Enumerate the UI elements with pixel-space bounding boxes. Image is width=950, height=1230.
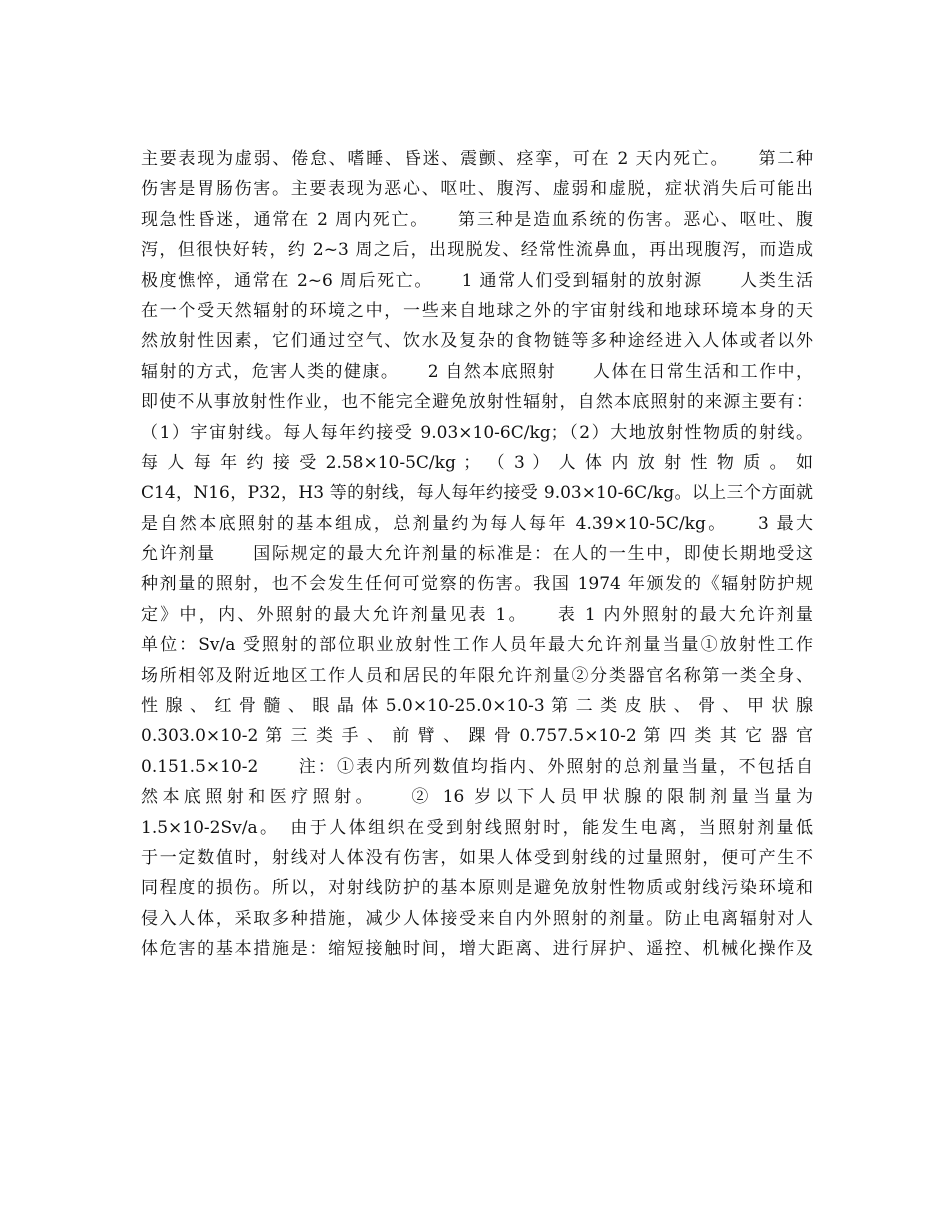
text-line: 现急性昏迷，通常在 2 周内死亡。 第三种是造血系统的伤害。恶心、呕吐、腹 bbox=[141, 209, 813, 230]
text-line: 即使不从事放射性作业，也不能完全避免放射性辐射，自然本底照射的来源主要有： bbox=[141, 392, 813, 413]
text-line: 是自然本底照射的基本组成，总剂量约为每人每年 4.39×10-5C/kg。 3 最大 bbox=[141, 513, 813, 534]
text-line: 0.151.5×10-2 注：①表内所列数值均指内、外照射的总剂量当量，不包括自 bbox=[141, 756, 813, 777]
text-line: 极度憔悴，通常在 2~6 周后死亡。 1 通常人们受到辐射的放射源 人类生活 bbox=[141, 270, 813, 291]
text-line: 定》中，内、外照射的最大允许剂量见表 1。 表 1 内外照射的最大允许剂量 bbox=[141, 604, 813, 625]
text-line: 场所相邻及附近地区工作人员和居民的年限允许剂量②分类器官名称第一类全身、 bbox=[141, 665, 813, 686]
text-line: 允许剂量 国际规定的最大允许剂量的标准是：在人的一生中，即使长期地受这 bbox=[141, 544, 813, 565]
text-line: 1.5×10-2Sv/a。 由于人体组织在受到射线照射时，能发生电离，当照射剂量低 bbox=[141, 817, 813, 838]
text-line: 辐射的方式，危害人类的健康。 2 自然本底照射 人体在日常生活和工作中， bbox=[141, 361, 813, 382]
text-line: 伤害是胃肠伤害。主要表现为恶心、呕吐、腹泻、虚弱和虚脱，症状消失后可能出 bbox=[141, 179, 813, 200]
text-line: C14，N16，P32，H3 等的射线，每人每年约接受 9.03×10-6C/kg。以上三个方面就 bbox=[141, 483, 813, 504]
text-line: （1）宇宙射线。每人每年约接受 9.03×10-6C/kg；（2）大地放射性物质的射线。 bbox=[141, 422, 813, 443]
text-line: 每 人 每 年 约 接 受 2.58×10-5C/kg ； （ 3 ） 人 体 内 放 射 性 物 质 。 如 bbox=[141, 452, 813, 473]
text-line: 同程度的损伤。所以，对射线防护的基本原则是避免放射性物质或射线污染环境和 bbox=[141, 878, 813, 899]
text-line: 然本底照射和医疗照射。 ② 16 岁以下人员甲状腺的限制剂量当量为 bbox=[141, 787, 813, 808]
text-line: 种剂量的照射，也不会发生任何可觉察的伤害。我国 1974 年颁发的《辐射防护规 bbox=[141, 574, 813, 595]
text-line: 然放射性因素，它们通过空气、饮水及复杂的食物链等多种途经进入人体或者以外 bbox=[141, 331, 813, 352]
text-line: 在一个受天然辐射的环境之中，一些来自地球之外的宇宙射线和地球环境本身的天 bbox=[141, 300, 813, 321]
text-line: 于一定数值时，射线对人体没有伤害，如果人体受到射线的过量照射，便可产生不 bbox=[141, 847, 813, 868]
text-line: 侵入人体，采取多种措施，减少人体接受来自内外照射的剂量。防止电离辐射对人 bbox=[141, 908, 813, 929]
text-line: 泻，但很快好转，约 2~3 周之后，出现脱发、经常性流鼻血，再出现腹泻，而造成 bbox=[141, 240, 813, 261]
text-line: 性 腺 、 红 骨 髓 、 眼 晶 体 5.0×10-25.0×10-3 第 二 类 皮 肤 、 骨 、 甲 状 腺 bbox=[141, 696, 813, 717]
body-text bbox=[141, 144, 813, 965]
text-line: 单位：Sv/a 受照射的部位职业放射性工作人员年最大允许剂量当量①放射性工作 bbox=[141, 635, 813, 656]
text-line: 0.303.0×10-2 第 三 类 手 、 前 臂 、 踝 骨 0.757.5×10-2 第 四 类 其 它 器 官 bbox=[141, 726, 813, 747]
text-line: 体危害的基本措施是：缩短接触时间，增大距离、进行屏护、遥控、机械化操作及 bbox=[141, 939, 813, 960]
text-line: 主要表现为虚弱、倦怠、嗜睡、昏迷、震颤、痉挛，可在 2 天内死亡。 第二种 bbox=[141, 149, 813, 169]
